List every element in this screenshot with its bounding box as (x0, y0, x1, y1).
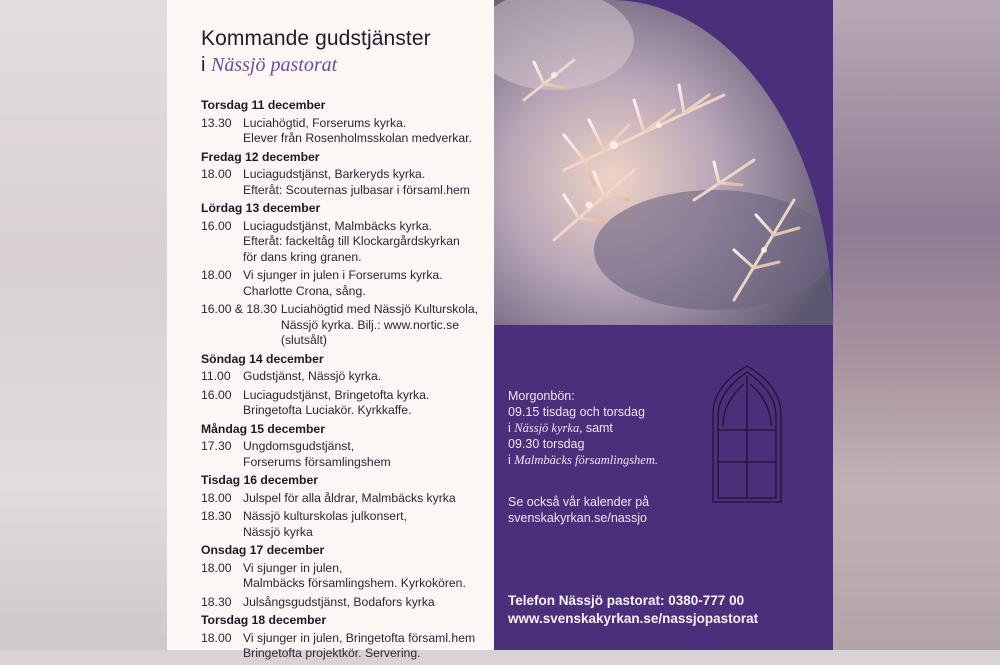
poster (167, 0, 833, 660)
event-line: Efteråt: Scouternas julbasar i församl.hem (243, 182, 470, 197)
schedule-event (201, 561, 491, 592)
event-line: Bringetofta Luciakör. Kyrkkaffe. (243, 403, 412, 417)
morning-prayer-line1: 09.15 tisdag och torsdag (508, 405, 645, 419)
blurred-background-right (833, 0, 1000, 650)
frost-crystal-photo (494, 0, 833, 325)
event-line: Julsångsgudstjänst, Bodafors kyrka (243, 594, 435, 609)
church-window-icon (711, 364, 783, 509)
event-description (243, 219, 491, 266)
event-time: 18.00 (201, 490, 232, 505)
schedule-day-heading: Lördag 13 december (201, 201, 321, 215)
event-description (243, 388, 491, 419)
schedule-event (201, 116, 491, 147)
event-line: Charlotte Crona, sång. (243, 283, 366, 298)
website-link[interactable]: www.svenskakyrkan.se/nassjopastorat (508, 611, 759, 626)
event-time: 18.30 (201, 509, 232, 523)
see-also-info (508, 494, 708, 526)
schedule-event (201, 439, 491, 470)
event-line: Vi sjunger in julen, (243, 560, 343, 575)
morning-prayer-line3: 09.30 torsdag (508, 437, 585, 451)
event-description (243, 509, 491, 540)
event-line: Luciahögtid, Forserums kyrka. (243, 115, 407, 130)
schedule-day-heading: Torsdag 11 december (201, 98, 326, 112)
schedule-event (201, 369, 491, 385)
schedule-day-heading: Fredag 12 december (201, 149, 320, 164)
schedule-day-heading: Torsdag 18 december (201, 613, 327, 627)
event-time: 13.30 (201, 115, 232, 130)
see-also-line (508, 494, 708, 510)
event-line: Efteråt: fackeltåg till Klockargårdskyrkan (243, 234, 460, 248)
event-time: 16.00 (201, 387, 232, 402)
schedule-event (201, 302, 491, 349)
page-title: Kommande gudstjänster (201, 27, 431, 50)
line4-prefix: i (508, 453, 511, 467)
event-line: för dans kring granen. (243, 249, 362, 264)
morning-prayer-line4 (508, 452, 698, 468)
page-subtitle (201, 54, 337, 77)
event-description (243, 369, 491, 385)
line2-suffix: samt (585, 421, 613, 435)
event-line: Luciagudstjänst, Malmbäcks kyrka. (243, 218, 432, 233)
event-line: Nässjö kulturskolas julkonsert, (243, 509, 407, 523)
event-time: 18.00 (201, 268, 232, 282)
schedule-event (201, 388, 491, 419)
event-time: 18.00 (201, 560, 232, 575)
info-panel (494, 0, 833, 650)
line4-place: Malmbäcks församlingshem. (514, 453, 659, 467)
line2-prefix: i (508, 421, 511, 435)
schedule-event (201, 268, 491, 299)
event-description (243, 439, 491, 470)
event-time: 16.00 & 18.30 (201, 302, 277, 316)
event-description (243, 561, 491, 592)
event-time: 18.00 (201, 167, 232, 181)
event-description (243, 631, 491, 662)
event-description (243, 167, 491, 198)
event-time: 16.00 (201, 218, 232, 233)
schedule-event (201, 219, 491, 266)
event-line: Vi sjunger in julen i Forserums kyrka. (243, 268, 443, 282)
event-description (243, 491, 491, 507)
schedule-event (201, 491, 491, 507)
event-time: 18.30 (201, 594, 232, 609)
schedule-day-heading: Söndag 14 december (201, 351, 324, 366)
event-line: Nässjö kyrka (243, 524, 313, 539)
event-line: Luciagudstjänst, Bringetofta kyrka. (243, 387, 430, 402)
event-line: Forserums församlingshem (243, 454, 391, 469)
schedule-event (201, 509, 491, 540)
event-time: 11.00 (201, 369, 231, 383)
event-line: Julspel för alla åldrar, Malmbäcks kyrka (243, 490, 456, 505)
schedule-day-heading: Tisdag 16 december (201, 473, 318, 487)
event-description (243, 268, 491, 299)
schedule-event (201, 631, 491, 662)
schedule-panel (167, 0, 494, 660)
event-description (281, 302, 491, 349)
event-line: Ungdomsgudstjänst, (243, 439, 355, 453)
schedule-event (201, 595, 491, 611)
event-line: Nässjö kyrka. Bilj.: www.nortic.se (slutsålt) (280, 317, 460, 347)
schedule-day-heading: Onsdag 17 december (201, 543, 325, 557)
phone-line: Telefon Nässjö pastorat: 0380-777 00 (508, 593, 745, 608)
event-line: Elever från Rosenholmsskolan medverkar. (243, 131, 472, 145)
event-time: 17.30 (201, 439, 232, 453)
subtitle-prefix: i (201, 54, 206, 76)
line2-place: Nässjö kyrka, (514, 421, 583, 435)
contact-info (508, 592, 758, 628)
subtitle-place: Nässjö pastorat (211, 54, 338, 76)
schedule-event (201, 167, 491, 198)
event-line: Luciagudstjänst, Barkeryds kyrka. (243, 167, 426, 181)
morning-prayer-line2 (508, 420, 698, 436)
calendar-link[interactable]: kalender (583, 495, 632, 509)
event-line: Vi sjunger in julen, Bringetofta församl.hem (243, 630, 476, 645)
event-line: Bringetofta projektkör. Servering. (243, 646, 421, 660)
event-line: Gudstjänst, Nässjö kyrka. (243, 369, 382, 383)
see-also-url[interactable]: svenskakyrkan.se/nassjo (508, 511, 647, 525)
blurred-background-left (0, 0, 167, 650)
event-line: Luciahögtid med Nässjö Kulturskola, (280, 302, 479, 316)
schedule-list (201, 96, 491, 665)
event-time: 18.00 (201, 630, 232, 645)
see-also-prefix: Se också vår (508, 495, 581, 509)
event-description (243, 116, 491, 147)
morning-prayer-heading: Morgonbön: (508, 389, 575, 403)
event-description (243, 595, 491, 611)
schedule-day-heading: Måndag 15 december (201, 421, 325, 436)
see-also-suffix: på (635, 495, 650, 509)
event-line: Malmbäcks församlingshem. Kyrkokören. (243, 576, 466, 590)
morning-prayer-info (508, 388, 698, 468)
